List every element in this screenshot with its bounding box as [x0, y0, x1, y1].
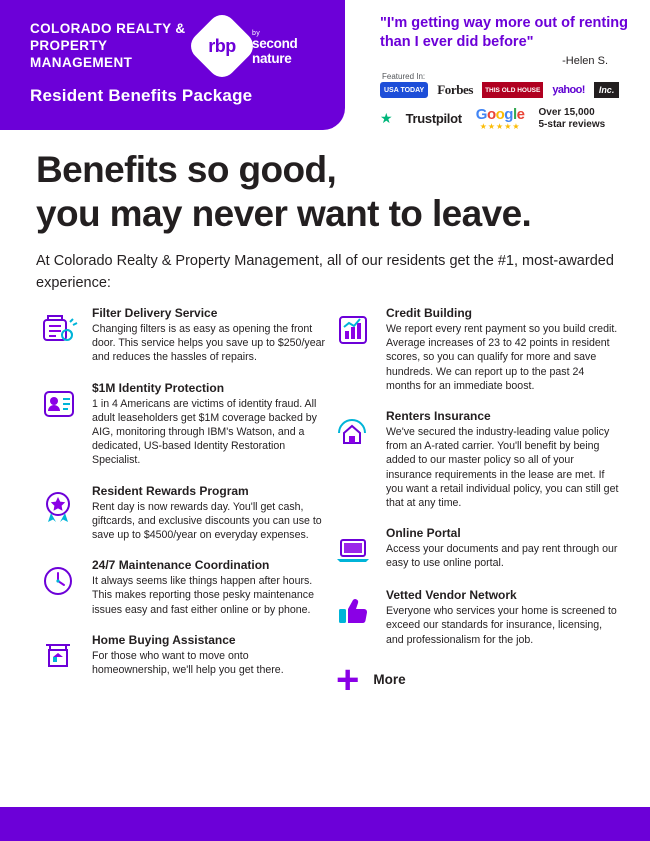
google-letter-o2: o [495, 106, 505, 123]
benefit-body [386, 409, 620, 510]
inc-logo: Inc. [594, 82, 620, 98]
benefit-item [36, 381, 326, 468]
benefit-title: Online Portal [386, 526, 461, 541]
more-label: More [373, 672, 406, 688]
home-buying-icon [36, 633, 82, 679]
rewards-badge-icon [36, 484, 82, 530]
benefit-item [36, 558, 326, 617]
google-letter-g2: g [504, 106, 513, 123]
google-logo [476, 106, 525, 131]
second-nature-logo [252, 30, 330, 66]
trustpilot-logo: Trustpilot [405, 111, 462, 126]
clock-icon [36, 558, 82, 604]
benefit-description: For those who want to move onto homeownership, we'll help you get there. [92, 649, 284, 677]
benefit-title: 24/7 Maintenance Coordination [92, 558, 270, 573]
featured-in-label: Featured In: [382, 72, 426, 81]
rbp-logo [196, 20, 248, 72]
press-logo-row [380, 82, 632, 98]
benefit-item [36, 484, 326, 543]
forbes-logo: Forbes [437, 82, 474, 97]
benefit-item [330, 526, 620, 572]
headline-line-1: Benefits so good, [36, 149, 337, 190]
benefit-body [92, 484, 326, 543]
footer-bar [0, 807, 650, 841]
subheading: At Colorado Realty & Property Management, all of our residents get the #1, most-awarded experience: [36, 253, 614, 291]
benefit-description: It always seems like things happen after hours. This makes reporting those pesky maintenance issues easy and fast either online or by phone. [92, 575, 314, 616]
benefit-title: Credit Building [386, 306, 472, 320]
company-name: COLORADO REALTY & PROPERTY MANAGEMENT [30, 21, 186, 70]
benefit-body [386, 306, 620, 393]
benefits-column-right [330, 306, 620, 702]
benefit-description: We report every rent payment so you build credit. Average increases of 23 to 42 points in resident scores, so you can qualify for more and save hundreds. We can report up to the past 24 months for an immediate boost. [386, 323, 618, 392]
benefit-description: Access your documents and pay rent through our easy to use online portal. [386, 543, 618, 570]
this-old-house-logo: THIS OLD HOUSE [482, 82, 543, 98]
benefits-column-left [36, 306, 326, 695]
page-header [0, 0, 650, 140]
benefit-description: Rent day is now rewards day. You'll get cash, giftcards, and exclusive discounts you can use to save up to $4500/year on everyday expenses. [92, 500, 322, 542]
benefit-title: Filter Delivery Service [92, 306, 218, 320]
review-logo-row [380, 106, 632, 131]
reviews-count [538, 107, 605, 131]
benefit-description: We've secured the industry-leading value policy from an A-rated carrier. You'll benefit by being added to our master policy so all of your insurance requirements in the lease are met. If you want a retail individual policy, you can still get that at any time. [386, 426, 619, 510]
benefit-item [330, 306, 620, 393]
google-letter-l: l [512, 106, 517, 123]
benefit-body [386, 588, 620, 647]
benefit-body [92, 306, 326, 365]
benefit-description: Changing filters is as easy as opening the front door. This service helps you save up to $250/year and reduces the hassles of repairs. [92, 323, 326, 364]
second-nature-name: second nature [252, 36, 298, 66]
benefit-title: Renters Insurance [386, 409, 491, 424]
reviews-line-1: Over 15,000 [538, 106, 595, 118]
identity-protection-icon [36, 381, 82, 427]
renters-insurance-icon [330, 409, 376, 455]
google-letter-o1: o [486, 106, 496, 123]
benefit-description: 1 in 4 Americans are victims of identity fraud. All adult leaseholders get $1M coverage backed by AIG, monitoring through IBM's Watson, and a dedicated, US-based Identity Restoration Specialist. [92, 397, 317, 467]
testimonial-author: -Helen S. [562, 55, 608, 67]
benefit-item [36, 633, 326, 679]
google-stars-icon: ★★★★★ [479, 122, 521, 131]
rbp-logo-text: rbp [208, 35, 236, 56]
yahoo-logo: yahoo! [552, 84, 585, 96]
google-letter-e: e [516, 106, 525, 123]
benefit-title: $1M Identity Protection [92, 380, 225, 395]
page-title [36, 148, 636, 236]
benefit-description: Everyone who services your home is screened to exceed our standards for insurance, licensing, and professionalism for the job. [386, 605, 617, 646]
more-benefits-row [330, 657, 620, 702]
benefit-item [330, 588, 620, 647]
benefit-body [92, 381, 326, 468]
benefit-body [92, 633, 326, 679]
benefit-title: Home Buying Assistance [92, 632, 236, 647]
google-letter-g1: G [475, 106, 487, 123]
testimonial-quote: "I'm getting way more out of renting than I ever did before" [380, 15, 628, 50]
reviews-line-2: 5-star reviews [538, 118, 606, 130]
benefit-title: Vetted Vendor Network [386, 588, 517, 603]
filter-delivery-icon [36, 306, 82, 352]
package-title: Resident Benefits Package [30, 86, 253, 105]
benefit-body [92, 558, 326, 617]
benefit-item [36, 306, 326, 365]
credit-chart-icon [330, 306, 376, 352]
usa-today-logo: USA TODAY [380, 82, 428, 98]
laptop-icon [330, 526, 376, 572]
headline-line-2: you may never want to leave. [36, 193, 532, 234]
plus-icon: + [336, 657, 360, 702]
thumbs-up-icon [330, 588, 376, 634]
testimonial-quote-block [380, 14, 630, 67]
trustpilot-star-icon: ★ [380, 110, 393, 126]
benefit-body [386, 526, 620, 572]
benefit-item [330, 409, 620, 510]
benefit-title: Resident Rewards Program [92, 483, 249, 498]
second-nature-by: by [252, 30, 260, 37]
